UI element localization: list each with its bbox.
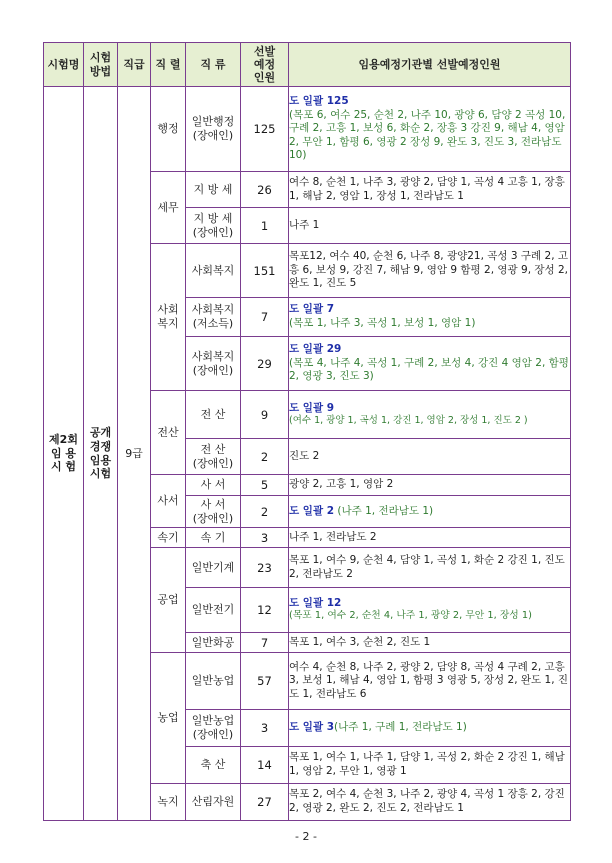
agencies-cell: 목포12, 여수 40, 순천 6, 나주 8, 광양21, 곡성 3 구례 2, 고흥 6, 보성 9, 강진 7, 해남 9, 영암 9 함평 2, 영광 9, 장성 2, 완도 1, 진도 5 bbox=[289, 244, 571, 298]
bulk-detail: (나주 1, 구례 1, 전라남도 1) bbox=[334, 721, 467, 734]
series-forest: 녹지 bbox=[151, 784, 186, 821]
series-agriculture: 농업 bbox=[151, 653, 186, 784]
agencies-cell bbox=[289, 391, 571, 439]
class-cell: 일반화공 bbox=[186, 633, 241, 653]
exam-method-cell: 공개 경쟁 임용 시험 bbox=[84, 87, 118, 821]
count-cell: 7 bbox=[241, 633, 289, 653]
bulk-total: 도 일괄 125 bbox=[289, 94, 349, 107]
count-cell: 9 bbox=[241, 391, 289, 439]
count-cell: 14 bbox=[241, 747, 289, 784]
bulk-total: 도 일괄 12 bbox=[289, 596, 342, 609]
bulk-detail: (목포 1, 여수 2, 순천 4, 나주 1, 광양 2, 무안 1, 장성 1) bbox=[289, 610, 532, 622]
series-it: 전산 bbox=[151, 391, 186, 475]
bulk-detail: (나주 1, 전라남도 1) bbox=[334, 504, 434, 517]
class-cell: 전 산 bbox=[186, 391, 241, 439]
class-cell: 일반행정 (장애인) bbox=[186, 87, 241, 172]
bulk-total: 도 일괄 2 bbox=[289, 504, 335, 517]
class-cell: 일반농업 bbox=[186, 653, 241, 710]
class-cell: 사회복지 (장애인) bbox=[186, 337, 241, 391]
agencies-cell: 여수 4, 순천 8, 나주 2, 광양 2, 담양 8, 곡성 4 구례 2, 고흥 3, 보성 1, 해남 4, 영암 1, 함평 3 영광 5, 장성 2, 완도 1, 진도 1, 전라남도 6 bbox=[289, 653, 571, 710]
count-cell: 5 bbox=[241, 475, 289, 496]
table-row bbox=[44, 87, 571, 172]
bulk-total: 도 일괄 9 bbox=[289, 401, 335, 414]
class-cell: 일반기계 bbox=[186, 548, 241, 588]
class-cell: 사회복지 (저소득) bbox=[186, 298, 241, 337]
count-cell: 3 bbox=[241, 710, 289, 747]
header-agencies: 임용예정기관별 선발예정인원 bbox=[289, 43, 571, 87]
series-library: 사서 bbox=[151, 475, 186, 528]
exam-name-cell: 제2회 임 용 시 험 bbox=[44, 87, 84, 821]
count-cell: 26 bbox=[241, 172, 289, 208]
agencies-cell: 여수 8, 순천 1, 나주 3, 광양 2, 담양 1, 곡성 4 고흥 1, 장흥 1, 해남 2, 영암 1, 장성 1, 전라남도 1 bbox=[289, 172, 571, 208]
agencies-cell: 목포 1, 여수 3, 순천 2, 진도 1 bbox=[289, 633, 571, 653]
series-tax: 세무 bbox=[151, 172, 186, 244]
header-count: 선발 예정 인원 bbox=[241, 43, 289, 87]
count-cell: 7 bbox=[241, 298, 289, 337]
series-shorthand: 속기 bbox=[151, 528, 186, 548]
grade-cell: 9급 bbox=[118, 87, 151, 821]
bulk-detail: (목포 6, 여수 25, 순천 2, 나주 10, 광양 6, 담양 2 곡성 10, 구례 2, 고흥 1, 보성 6, 화순 2, 장흥 3 강진 9, 해남 4, 영암 2, 무안 1, 함평 6, 영광 2 장성 9, 완도 3, 진도 3, 전라남도 10) bbox=[289, 108, 566, 162]
agencies-cell: 목포 2, 여수 4, 순천 3, 나주 2, 광양 4, 곡성 1 장흥 2, 강진 2, 영광 2, 완도 2, 진도 2, 전라남도 1 bbox=[289, 784, 571, 821]
class-cell: 사회복지 bbox=[186, 244, 241, 298]
class-cell: 지 방 세 bbox=[186, 172, 241, 208]
class-cell: 일반농업 (장애인) bbox=[186, 710, 241, 747]
agencies-cell: 나주 1 bbox=[289, 208, 571, 244]
class-cell: 일반전기 bbox=[186, 588, 241, 633]
count-cell: 12 bbox=[241, 588, 289, 633]
header-grade: 직급 bbox=[118, 43, 151, 87]
header-class: 직 류 bbox=[186, 43, 241, 87]
series-industrial: 공업 bbox=[151, 548, 186, 653]
agencies-cell: 목포 1, 여수 1, 나주 1, 담양 1, 곡성 2, 화순 2 강진 1, 해남 1, 영암 2, 무안 1, 영광 1 bbox=[289, 747, 571, 784]
page-number: - 2 - bbox=[295, 830, 317, 843]
count-cell: 27 bbox=[241, 784, 289, 821]
bulk-detail: (여수 1, 광양 1, 곡성 1, 강진 1, 영암 2, 장성 1, 진도 2 ) bbox=[289, 415, 528, 427]
count-cell: 125 bbox=[241, 87, 289, 172]
count-cell: 2 bbox=[241, 496, 289, 528]
class-cell: 지 방 세 (장애인) bbox=[186, 208, 241, 244]
count-cell: 1 bbox=[241, 208, 289, 244]
bulk-total: 도 일괄 3 bbox=[289, 721, 335, 734]
agencies-cell bbox=[289, 87, 571, 172]
count-cell: 29 bbox=[241, 337, 289, 391]
bulk-total: 도 일괄 29 bbox=[289, 343, 342, 356]
count-cell: 3 bbox=[241, 528, 289, 548]
class-cell: 전 산 (장애인) bbox=[186, 439, 241, 475]
header-row bbox=[44, 43, 571, 87]
agencies-cell: 목포 1, 여수 9, 순천 4, 담양 1, 곡성 1, 화순 2 강진 1, 진도 2, 전라남도 2 bbox=[289, 548, 571, 588]
agencies-cell bbox=[289, 496, 571, 528]
agencies-cell: 진도 2 bbox=[289, 439, 571, 475]
agencies-cell: 나주 1, 전라남도 2 bbox=[289, 528, 571, 548]
bulk-total: 도 일괄 7 bbox=[289, 303, 335, 316]
header-exam-name: 시험명 bbox=[44, 43, 84, 87]
agencies-cell bbox=[289, 337, 571, 391]
bulk-detail: (목포 1, 나주 3, 곡성 1, 보성 1, 영암 1) bbox=[289, 317, 476, 329]
agencies-cell bbox=[289, 710, 571, 747]
class-cell: 사 서 (장애인) bbox=[186, 496, 241, 528]
recruitment-table bbox=[43, 42, 571, 821]
header-series: 직 렬 bbox=[151, 43, 186, 87]
count-cell: 57 bbox=[241, 653, 289, 710]
class-cell: 산림자원 bbox=[186, 784, 241, 821]
class-cell: 사 서 bbox=[186, 475, 241, 496]
agencies-cell bbox=[289, 298, 571, 337]
bulk-detail: (목포 4, 나주 4, 곡성 1, 구례 2, 보성 4, 강진 4 영암 2, 함평 2, 영광 3, 진도 3) bbox=[289, 356, 569, 383]
agencies-cell bbox=[289, 588, 571, 633]
series-admin: 행정 bbox=[151, 87, 186, 172]
count-cell: 23 bbox=[241, 548, 289, 588]
class-cell: 속 기 bbox=[186, 528, 241, 548]
count-cell: 2 bbox=[241, 439, 289, 475]
series-welfare: 사회 복지 bbox=[151, 244, 186, 391]
count-cell: 151 bbox=[241, 244, 289, 298]
agencies-cell: 광양 2, 고흥 1, 영암 2 bbox=[289, 475, 571, 496]
header-exam-method: 시험 방법 bbox=[84, 43, 118, 87]
class-cell: 축 산 bbox=[186, 747, 241, 784]
